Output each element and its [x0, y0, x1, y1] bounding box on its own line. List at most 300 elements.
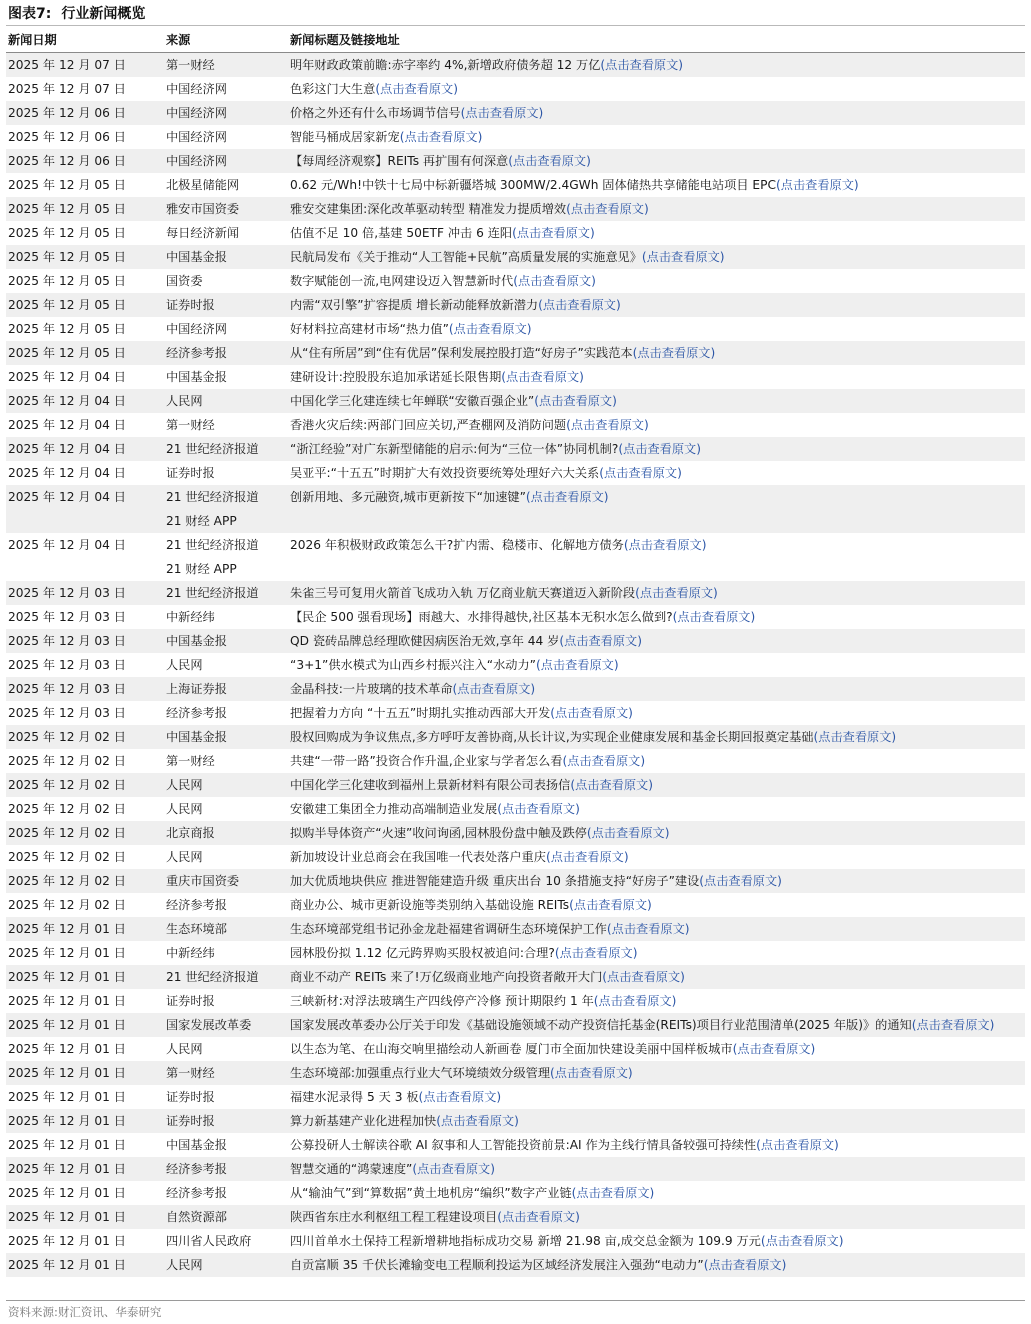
- table-row: [6, 1085, 1025, 1109]
- news-date: 2025 年 12 月 03 日: [6, 677, 164, 701]
- news-source-line: 上海证券报: [166, 682, 227, 696]
- table-row: [6, 701, 1025, 725]
- view-original-link[interactable]: (点击查看原文): [760, 1234, 844, 1248]
- news-title-cell: [288, 869, 1025, 893]
- news-date: 2025 年 12 月 03 日: [6, 653, 164, 677]
- news-source-line: 中国基金报: [166, 634, 227, 648]
- column-header-source: 来源: [164, 28, 288, 53]
- news-date: 2025 年 12 月 05 日: [6, 221, 164, 245]
- news-source-line: 人民网: [166, 850, 203, 864]
- view-original-link[interactable]: (点击查看原文): [813, 730, 897, 744]
- view-original-link[interactable]: (点击查看原文): [513, 274, 596, 288]
- news-source: [164, 53, 288, 78]
- news-source-line: 第一财经: [166, 418, 215, 432]
- news-date: 2025 年 12 月 01 日: [6, 1109, 164, 1133]
- table-row: [6, 485, 1025, 533]
- table-row: [6, 1013, 1025, 1037]
- news-source-line: 人民网: [166, 1042, 203, 1056]
- news-source-line: 中国经济网: [166, 322, 227, 336]
- news-source: [164, 245, 288, 269]
- news-title-cell: [288, 197, 1025, 221]
- news-title-cell: [288, 389, 1025, 413]
- view-original-link[interactable]: (点击查看原文): [512, 226, 595, 240]
- news-title-cell: [288, 845, 1025, 869]
- news-source: [164, 221, 288, 245]
- table-row: [6, 1133, 1025, 1157]
- view-original-link[interactable]: (点击查看原文): [460, 106, 544, 120]
- view-original-link[interactable]: (点击查看原文): [606, 922, 690, 936]
- news-source-line: 证券时报: [166, 1090, 215, 1104]
- news-title-cell: [288, 1013, 1025, 1037]
- news-source-line: 证券时报: [166, 298, 215, 312]
- news-title-cell: [288, 1085, 1025, 1109]
- news-date: 2025 年 12 月 01 日: [6, 1181, 164, 1205]
- news-title-cell: [288, 437, 1025, 461]
- news-source-line: 第一财经: [166, 754, 215, 768]
- news-source-line: 中国经济网: [166, 154, 227, 168]
- news-source-line: 经济参考报: [166, 706, 227, 720]
- view-original-link[interactable]: (点击查看原文): [534, 394, 617, 408]
- news-source: [164, 101, 288, 125]
- view-original-link[interactable]: (点击查看原文): [569, 898, 652, 912]
- news-title-cell: [288, 1109, 1025, 1133]
- view-original-link[interactable]: (点击查看原文): [911, 1018, 995, 1032]
- news-source: [164, 1133, 288, 1157]
- news-source-line: 国资委: [166, 274, 203, 288]
- news-source: [164, 1157, 288, 1181]
- news-source: [164, 1253, 288, 1277]
- news-source: [164, 797, 288, 821]
- news-source: [164, 893, 288, 917]
- view-original-link[interactable]: (点击查看原文): [535, 658, 619, 672]
- news-title: 中国化学三化建连续七年蝉联“安徽百强企业”: [290, 394, 535, 408]
- news-title: 0.62 元/Wh!中铁十七局中标新疆塔城 300MW/2.4GWh 固体储热共享储能电站项目 EPC: [290, 178, 776, 192]
- news-date: 2025 年 12 月 04 日: [6, 533, 164, 581]
- news-source-line: 经济参考报: [166, 346, 227, 360]
- table-row: [6, 581, 1025, 605]
- table-row: [6, 461, 1025, 485]
- news-source-line: 中国基金报: [166, 730, 227, 744]
- news-date: 2025 年 12 月 01 日: [6, 1205, 164, 1229]
- table-row: [6, 605, 1025, 629]
- table-row: [6, 1061, 1025, 1085]
- news-date: 2025 年 12 月 07 日: [6, 77, 164, 101]
- view-original-link[interactable]: (点击查看原文): [562, 754, 646, 768]
- news-title: 【每周经济观察】REITs 再扩围有何深意: [290, 154, 509, 168]
- table-row: [6, 245, 1025, 269]
- news-source-line: 生态环境部: [166, 922, 227, 936]
- view-original-link[interactable]: (点击查看原文): [436, 1114, 519, 1128]
- table-row: [6, 965, 1025, 989]
- news-date: 2025 年 12 月 04 日: [6, 437, 164, 461]
- table-row: [6, 1205, 1025, 1229]
- news-date: 2025 年 12 月 02 日: [6, 725, 164, 749]
- news-date: 2025 年 12 月 01 日: [6, 1229, 164, 1253]
- news-source: [164, 77, 288, 101]
- table-row: [6, 989, 1025, 1013]
- table-row: [6, 173, 1025, 197]
- view-original-link[interactable]: (点击查看原文): [641, 250, 725, 264]
- news-title-cell: [288, 629, 1025, 653]
- table-row: [6, 1157, 1025, 1181]
- news-source-line: 国家发展改革委: [166, 1018, 252, 1032]
- view-original-link[interactable]: (点击查看原文): [600, 58, 684, 72]
- news-source-line: 证券时报: [166, 1114, 215, 1128]
- news-source: [164, 149, 288, 173]
- news-date: 2025 年 12 月 03 日: [6, 629, 164, 653]
- news-date: 2025 年 12 月 03 日: [6, 605, 164, 629]
- news-source: [164, 341, 288, 365]
- news-title-cell: [288, 53, 1025, 78]
- news-date: 2025 年 12 月 02 日: [6, 749, 164, 773]
- news-date: 2025 年 12 月 01 日: [6, 1133, 164, 1157]
- news-date: 2025 年 12 月 01 日: [6, 941, 164, 965]
- news-source: [164, 389, 288, 413]
- table-row: [6, 101, 1025, 125]
- news-source: [164, 125, 288, 149]
- news-date: 2025 年 12 月 05 日: [6, 173, 164, 197]
- news-title-cell: [288, 341, 1025, 365]
- table-row: [6, 77, 1025, 101]
- news-source-line: 经济参考报: [166, 898, 227, 912]
- news-source-line: 中国经济网: [166, 130, 227, 144]
- view-original-link[interactable]: (点击查看原文): [412, 1162, 495, 1176]
- news-source: [164, 581, 288, 605]
- view-original-link[interactable]: (点击查看原文): [545, 850, 629, 864]
- table-row: [6, 677, 1025, 701]
- news-date: 2025 年 12 月 04 日: [6, 485, 164, 533]
- news-title-cell: [288, 245, 1025, 269]
- news-title: 把握着力方向 “十五五”时期扎实推动西部大开发: [290, 706, 551, 720]
- view-original-link[interactable]: (点击查看原文): [571, 1186, 655, 1200]
- view-original-link[interactable]: (点击查看原文): [703, 1258, 787, 1272]
- news-title: 共建“一带一路”投资合作升温,企业家与学者怎么看: [290, 754, 563, 768]
- view-original-link[interactable]: (点击查看原文): [623, 538, 707, 552]
- news-title-cell: [288, 581, 1025, 605]
- news-title-cell: [288, 1157, 1025, 1181]
- news-date: 2025 年 12 月 06 日: [6, 149, 164, 173]
- news-title-cell: [288, 989, 1025, 1013]
- news-title: 国家发展改革委办公厅关于印发《基础设施领域不动产投资信托基金(REITs)项目行业范围清单(2025 年版)》的通知: [290, 1018, 912, 1032]
- table-row: [6, 893, 1025, 917]
- column-header-date: 新闻日期: [6, 28, 164, 53]
- news-title-cell: [288, 101, 1025, 125]
- news-source-line: 证券时报: [166, 466, 215, 480]
- news-source-line: 重庆市国资委: [166, 874, 240, 888]
- news-date: 2025 年 12 月 02 日: [6, 797, 164, 821]
- table-row: [6, 221, 1025, 245]
- view-original-link[interactable]: (点击查看原文): [566, 202, 649, 216]
- table-header-row: [6, 28, 1025, 53]
- table-row: [6, 845, 1025, 869]
- news-source: [164, 1205, 288, 1229]
- news-title-cell: [288, 317, 1025, 341]
- view-original-link[interactable]: (点击查看原文): [632, 346, 716, 360]
- view-original-link[interactable]: (点击查看原文): [554, 946, 638, 960]
- news-date: 2025 年 12 月 05 日: [6, 269, 164, 293]
- view-original-link[interactable]: (点击查看原文): [599, 466, 682, 480]
- news-source-line: 经济参考报: [166, 1162, 227, 1176]
- news-title-cell: [288, 749, 1025, 773]
- news-title: 股权回购成为争议焦点,多方呼吁友善协商,从长计议,为实现企业健康发展和基金长期回报奠定基础: [290, 730, 814, 744]
- news-title: 金晶科技:一片玻璃的技术革命: [290, 682, 453, 696]
- news-date: 2025 年 12 月 01 日: [6, 989, 164, 1013]
- news-title: 民航局发布《关于推动“人工智能+民航”高质量发展的实施意见》: [290, 250, 642, 264]
- news-title-cell: [288, 1253, 1025, 1277]
- news-title-cell: [288, 533, 1025, 581]
- news-title-cell: [288, 293, 1025, 317]
- news-title: 估值不足 10 倍,基建 50ETF 冲击 6 连阳: [290, 226, 513, 240]
- view-original-link[interactable]: (点击查看原文): [570, 778, 653, 792]
- news-title: 商业办公、城市更新设施等类别纳入基础设施 REITs: [290, 898, 570, 912]
- news-date: 2025 年 12 月 04 日: [6, 389, 164, 413]
- news-title: 创新用地、多元融资,城市更新按下“加速键”: [290, 490, 526, 504]
- table-row: [6, 749, 1025, 773]
- news-title: 新加坡设计业总商会在我国唯一代表处落户重庆: [290, 850, 546, 864]
- news-title: 福建水泥录得 5 天 3 板: [290, 1090, 419, 1104]
- footer-rule: [6, 1300, 1025, 1301]
- news-date: 2025 年 12 月 01 日: [6, 1061, 164, 1085]
- news-title-cell: [288, 365, 1025, 389]
- table-row: [6, 1037, 1025, 1061]
- news-source-line: 北极星储能网: [166, 178, 240, 192]
- news-source: [164, 653, 288, 677]
- news-title: 生态环境部党组书记孙金龙赴福建省调研生态环境保护工作: [290, 922, 607, 936]
- news-title: 四川首单水土保持工程新增耕地指标成功交易 新增 21.98 亩,成交总金额为 109.9 万元: [290, 1234, 761, 1248]
- view-original-link[interactable]: (点击查看原文): [699, 874, 782, 888]
- news-date: 2025 年 12 月 06 日: [6, 101, 164, 125]
- table-row: [6, 1109, 1025, 1133]
- view-original-link[interactable]: (点击查看原文): [452, 682, 536, 696]
- view-original-link[interactable]: (点击查看原文): [375, 82, 458, 96]
- table-row: [6, 53, 1025, 78]
- news-source: [164, 869, 288, 893]
- view-original-link[interactable]: (点击查看原文): [559, 634, 642, 648]
- news-title: 朱雀三号可复用火箭首飞成功入轨 万亿商业航天赛道迈入新阶段: [290, 586, 636, 600]
- news-source-line: 人民网: [166, 394, 203, 408]
- news-title: 三峡新材:对浮法玻璃生产四线停产冷修 预计期限约 1 年: [290, 994, 594, 1008]
- news-source-line: 21 世纪经济报道: [166, 442, 259, 456]
- table-row: [6, 437, 1025, 461]
- news-date: 2025 年 12 月 02 日: [6, 773, 164, 797]
- view-original-link[interactable]: (点击查看原文): [672, 610, 756, 624]
- source-note: 资料来源:财汇资讯、华泰研究: [8, 1305, 162, 1319]
- view-original-link[interactable]: (点击查看原文): [508, 154, 591, 168]
- news-title: “浙江经验”对广东新型储能的启示:何为“三位一体”协同机制?: [290, 442, 619, 456]
- news-source: [164, 965, 288, 989]
- table-row: [6, 1253, 1025, 1277]
- table-row: [6, 1229, 1025, 1253]
- news-title: 2026 年积极财政政策怎么干?扩内需、稳楼市、化解地方债务: [290, 538, 624, 552]
- news-source: [164, 989, 288, 1013]
- table-row: [6, 1181, 1025, 1205]
- news-title: “3+1”供水模式为山西乡村振兴注入“水动力”: [290, 658, 536, 672]
- view-original-link[interactable]: (点击查看原文): [501, 370, 584, 384]
- news-source-line: 人民网: [166, 778, 203, 792]
- news-table-body: [6, 53, 1025, 1278]
- news-source: [164, 269, 288, 293]
- news-source: [164, 293, 288, 317]
- view-original-link[interactable]: (点击查看原文): [550, 1066, 633, 1080]
- news-date: 2025 年 12 月 04 日: [6, 461, 164, 485]
- news-source: [164, 749, 288, 773]
- news-title-cell: [288, 1037, 1025, 1061]
- news-title-cell: [288, 413, 1025, 437]
- news-source: [164, 1085, 288, 1109]
- news-title: 好材料拉高建材市场“热力值”: [290, 322, 449, 336]
- news-date: 2025 年 12 月 01 日: [6, 1013, 164, 1037]
- news-date: 2025 年 12 月 05 日: [6, 341, 164, 365]
- news-title-cell: [288, 149, 1025, 173]
- news-title: 算力新基建产业化进程加快: [290, 1114, 437, 1128]
- view-original-link[interactable]: (点击查看原文): [448, 322, 532, 336]
- news-date: 2025 年 12 月 07 日: [6, 53, 164, 78]
- news-source: [164, 197, 288, 221]
- table-row: [6, 317, 1025, 341]
- news-date: 2025 年 12 月 03 日: [6, 581, 164, 605]
- view-original-link[interactable]: (点击查看原文): [776, 178, 859, 192]
- news-date: 2025 年 12 月 02 日: [6, 893, 164, 917]
- column-header-title: 新闻标题及链接地址: [288, 28, 1025, 53]
- news-title: 价格之外还有什么市场调节信号: [290, 106, 461, 120]
- news-source-line: 中新经纬: [166, 946, 215, 960]
- figure-title: [8, 3, 145, 25]
- news-title: 以生态为笔、在山海交响里描绘动人新画卷 厦门市全面加快建设美丽中国样板城市: [290, 1042, 733, 1056]
- news-date: 2025 年 12 月 05 日: [6, 293, 164, 317]
- view-original-link[interactable]: (点击查看原文): [538, 298, 621, 312]
- view-original-link[interactable]: (点击查看原文): [635, 586, 718, 600]
- table-row: [6, 125, 1025, 149]
- table-row: [6, 269, 1025, 293]
- news-title: 【民企 500 强看现场】雨越大、水排得越快,社区基本无积水怎么做到?: [290, 610, 673, 624]
- view-original-link[interactable]: (点击查看原文): [586, 826, 670, 840]
- view-original-link[interactable]: (点击查看原文): [593, 994, 677, 1008]
- view-original-link[interactable]: (点击查看原文): [525, 490, 609, 504]
- news-source: [164, 1181, 288, 1205]
- news-source-line: 中国基金报: [166, 1138, 227, 1152]
- news-table: [6, 28, 1025, 1277]
- news-source: [164, 533, 288, 581]
- news-title: 智慧交通的“鸿蒙速度”: [290, 1162, 413, 1176]
- news-source-line: 21 财经 APP: [166, 562, 237, 576]
- news-title: 内需“双引擎”扩容提质 增长新动能释放新潜力: [290, 298, 539, 312]
- news-source-line: 人民网: [166, 802, 203, 816]
- news-source: [164, 173, 288, 197]
- news-title-cell: [288, 1205, 1025, 1229]
- figure-number: 图表7:: [8, 6, 52, 22]
- news-title-cell: [288, 821, 1025, 845]
- table-row: [6, 365, 1025, 389]
- news-title: 加大优质地块供应 推进智能建造升级 重庆出台 10 条措施支持“好房子”建设: [290, 874, 700, 888]
- view-original-link[interactable]: (点击查看原文): [732, 1042, 816, 1056]
- news-source: [164, 317, 288, 341]
- news-title-cell: [288, 221, 1025, 245]
- view-original-link[interactable]: (点击查看原文): [602, 970, 685, 984]
- news-date: 2025 年 12 月 02 日: [6, 869, 164, 893]
- news-title: 建研设计:控股股东追加承诺延长限售期: [290, 370, 502, 384]
- view-original-link[interactable]: (点击查看原文): [497, 1210, 580, 1224]
- news-date: 2025 年 12 月 01 日: [6, 1037, 164, 1061]
- news-source: [164, 677, 288, 701]
- news-source: [164, 1013, 288, 1037]
- view-original-link[interactable]: (点击查看原文): [550, 706, 633, 720]
- news-date: 2025 年 12 月 06 日: [6, 125, 164, 149]
- news-source-line: 中国经济网: [166, 82, 227, 96]
- news-title: 雅安交建集团:深化改革驱动转型 精准发力提质增效: [290, 202, 567, 216]
- news-title-cell: [288, 701, 1025, 725]
- news-source-line: 人民网: [166, 658, 203, 672]
- view-original-link[interactable]: (点击查看原文): [566, 418, 649, 432]
- news-source-line: 中国基金报: [166, 250, 227, 264]
- news-source: [164, 821, 288, 845]
- table-row: [6, 869, 1025, 893]
- view-original-link[interactable]: (点击查看原文): [418, 1090, 502, 1104]
- news-title-cell: [288, 1229, 1025, 1253]
- view-original-link[interactable]: (点击查看原文): [618, 442, 701, 456]
- news-title-cell: [288, 797, 1025, 821]
- table-row: [6, 149, 1025, 173]
- news-source-line: 四川省人民政府: [166, 1234, 252, 1248]
- news-source-line: 21 世纪经济报道: [166, 586, 259, 600]
- news-title: 商业不动产 REITs 来了!万亿级商业地产向投资者敞开大门: [290, 970, 603, 984]
- news-source-line: 第一财经: [166, 1066, 215, 1080]
- table-row: [6, 653, 1025, 677]
- news-source: [164, 605, 288, 629]
- news-title-cell: [288, 677, 1025, 701]
- news-title: 数字赋能创一流,电网建设迈入智慧新时代: [290, 274, 514, 288]
- news-title: 从“住有所居”到“住有优居”保利发展控股打造“好房子”实践范本: [290, 346, 633, 360]
- news-source-line: 21 财经 APP: [166, 514, 237, 528]
- news-date: 2025 年 12 月 02 日: [6, 845, 164, 869]
- news-source: [164, 773, 288, 797]
- view-original-link[interactable]: (点击查看原文): [399, 130, 483, 144]
- news-date: 2025 年 12 月 04 日: [6, 365, 164, 389]
- news-date: 2025 年 12 月 02 日: [6, 821, 164, 845]
- news-source: [164, 941, 288, 965]
- news-source-line: 经济参考报: [166, 1186, 227, 1200]
- news-title: 公募投研人士解读谷歌 AI 叙事和人工智能投资前景:AI 作为主线行情具备较强可持续性: [290, 1138, 757, 1152]
- news-source: [164, 1109, 288, 1133]
- news-title-cell: [288, 773, 1025, 797]
- table-row: [6, 725, 1025, 749]
- news-title-cell: [288, 725, 1025, 749]
- news-source: [164, 1037, 288, 1061]
- news-source-line: 北京商报: [166, 826, 215, 840]
- news-source: [164, 413, 288, 437]
- news-source-line: 中新经纬: [166, 610, 215, 624]
- news-source-line: 中国经济网: [166, 106, 227, 120]
- news-source: [164, 701, 288, 725]
- news-source-line: 中国基金报: [166, 370, 227, 384]
- news-title: 从“输油气”到“算数据”黄土地机房“编织”数字产业链: [290, 1186, 572, 1200]
- view-original-link[interactable]: (点击查看原文): [756, 1138, 839, 1152]
- news-source: [164, 629, 288, 653]
- news-title: 园林股份拟 1.12 亿元跨界购买股权被追问:合理?: [290, 946, 555, 960]
- news-source: [164, 1061, 288, 1085]
- table-row: [6, 821, 1025, 845]
- news-title: 吴亚平:“十五五”时期扩大有效投资要统筹处理好六大关系: [290, 466, 600, 480]
- news-date: 2025 年 12 月 03 日: [6, 701, 164, 725]
- news-title: 香港火灾后续:两部门回应关切,严查棚网及消防问题: [290, 418, 567, 432]
- table-row: [6, 797, 1025, 821]
- title-rule: [6, 25, 1025, 26]
- news-title-cell: [288, 605, 1025, 629]
- news-source: [164, 917, 288, 941]
- view-original-link[interactable]: (点击查看原文): [497, 802, 580, 816]
- news-date: 2025 年 12 月 01 日: [6, 1157, 164, 1181]
- news-source: [164, 485, 288, 533]
- news-title: QD 瓷砖品牌总经理欧健因病医治无效,享年 44 岁: [290, 634, 560, 648]
